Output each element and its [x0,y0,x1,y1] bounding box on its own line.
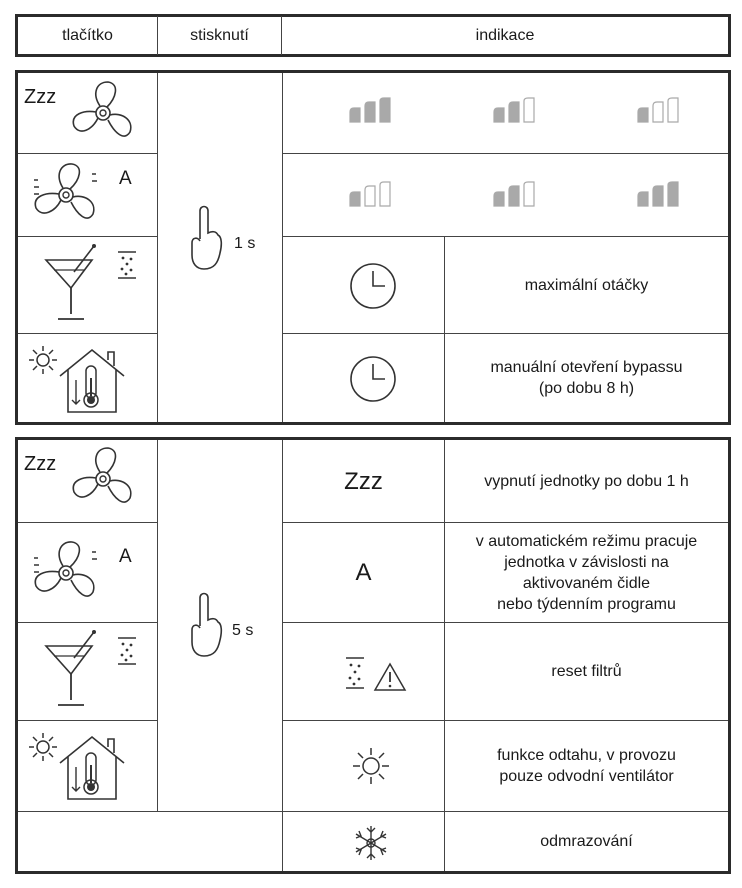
sun-icon [28,345,58,375]
indication-defrost: odmrazování [540,833,633,850]
indication-sleep: vypnutí jednotky po dobu 1 h [484,472,689,490]
clock-icon [349,355,397,403]
filter-warning-icon [345,656,407,692]
indication-max-speed: maximální otáčky [524,276,649,294]
sun-icon [28,732,58,762]
speed-bars-icon [348,98,688,124]
house-thermometer-icon [56,735,128,801]
indication-bypass: manuální otevření bypassu (po dobu 8 h) [490,359,683,397]
press-duration-2: 5 s [232,622,254,639]
filter-icon [117,636,137,666]
fan-icon [70,446,136,512]
zzz-label: Zzz [24,453,57,475]
finger-press-icon [188,205,224,271]
header-col-indication: indikace [475,27,535,44]
auto-fan-icon [30,538,102,608]
press-duration-1: 1 s [234,235,256,252]
header-col-press: stisknutí [190,27,249,44]
symbol-auto: A [355,559,372,586]
filter-icon [117,250,137,280]
clock-icon [349,262,397,310]
cocktail-glass-icon [44,244,100,324]
auto-label: A [119,168,132,189]
zzz-label: Zzz [24,86,57,108]
speed-bars-icon [348,182,688,208]
house-thermometer-icon [56,348,128,414]
finger-press-icon [188,592,224,658]
indication-auto: v automatickém režimu pracuje jednotka v závislosti na aktivovaném čidle nebo týdenním programu [475,532,698,613]
fan-icon [70,80,136,146]
auto-fan-icon [30,160,102,230]
indication-filter-reset: reset filtrů [551,663,622,680]
cocktail-glass-icon [44,630,100,710]
indication-extract: funkce odtahu, v provozu pouze odvodní ventilátor [497,747,676,785]
header-col-button: tlačítko [62,27,113,44]
sun-icon [351,746,391,786]
auto-label: A [119,546,132,567]
symbol-zzz: Zzz [344,467,383,495]
snowflake-icon [352,824,390,862]
